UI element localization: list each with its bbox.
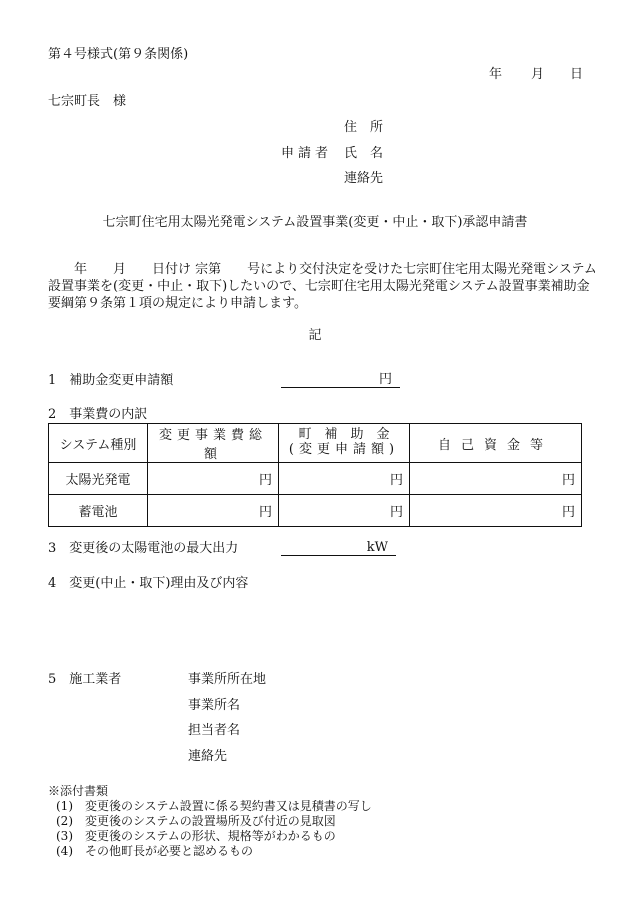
row-total-cell[interactable]: 円 [148, 463, 279, 495]
address-label: 住 所 [344, 120, 384, 135]
date-month-label: 月 [531, 67, 545, 82]
cost-breakdown-table [48, 423, 582, 527]
contractor-address-label: 事業所所在地 [188, 672, 267, 687]
attachment-item: (4) その他町長が必要と認めるもの [56, 844, 253, 858]
attachment-item: (1) 変更後のシステム設置に係る契約書又は見積書の写し [56, 799, 372, 813]
date-year-label: 年 [489, 67, 503, 82]
row-subsidy-cell[interactable]: 円 [279, 495, 410, 527]
table-row [49, 463, 582, 495]
header-subsidy-line2: (変更申請額) [288, 442, 400, 457]
contact-label: 連絡先 [344, 171, 384, 186]
header-total-cost: 変更事業費総額 [148, 424, 279, 463]
body-line-1: 年 月 日付け 宗第 号により交付決定を受けた七宗町住宅用太陽光発電システム [48, 262, 597, 277]
contractor-person-label: 担当者名 [188, 723, 241, 738]
item3-label: 3 変更後の太陽電池の最大出力 [48, 541, 239, 556]
table-row [49, 495, 582, 527]
addressee: 七宗町長 様 [48, 94, 127, 109]
header-town-subsidy [279, 424, 410, 463]
ki-label: 記 [308, 328, 322, 343]
item2-label: 2 事業費の内訳 [48, 407, 148, 422]
document-title: 七宗町住宅用太陽光発電システム設置事業(変更・中止・取下)承認申請書 [102, 215, 528, 230]
body-line-3: 要綱第９条第１項の規定により申請します。 [48, 296, 307, 311]
row-self-cell[interactable]: 円 [410, 463, 582, 495]
applicant-label: 申請者 [281, 146, 333, 161]
header-subsidy-line1: 町 補 助 金 [298, 427, 390, 443]
header-system-type: システム種別 [49, 424, 148, 463]
item1-label: 1 補助金変更申請額 [48, 373, 174, 388]
form-number: 第４号様式(第９条関係) [48, 47, 189, 62]
attachments-heading: ※添付書類 [48, 784, 109, 798]
body-line-2: 設置事業を(変更・中止・取下)したいので、七宗町住宅用太陽光発電システム設置事業補助金 [48, 279, 590, 294]
item4-label: 4 変更(中止・取下)理由及び内容 [48, 576, 249, 591]
attachment-item: (2) 変更後のシステムの設置場所及び付近の見取図 [56, 814, 336, 828]
row-system-type: 太陽光発電 [49, 463, 148, 495]
row-total-cell[interactable]: 円 [148, 495, 279, 527]
contractor-name-label: 事業所名 [188, 698, 241, 713]
attachment-item: (3) 変更後のシステムの形状、規格等がわかるもの [56, 829, 336, 843]
date-day-label: 日 [570, 67, 584, 82]
item3-output-field[interactable] [281, 539, 396, 556]
name-label: 氏 名 [344, 146, 384, 161]
header-self-funds: 自己資金等 [410, 424, 582, 463]
row-system-type: 蓄電池 [49, 495, 148, 527]
table-header-row [49, 424, 582, 463]
item1-amount-field[interactable] [281, 371, 400, 388]
item3-unit: kW [366, 540, 388, 555]
item1-unit: 円 [378, 372, 392, 387]
item5-label: 5 施工業者 [48, 672, 122, 687]
contractor-contact-label: 連絡先 [188, 749, 228, 764]
row-self-cell[interactable]: 円 [410, 495, 582, 527]
row-subsidy-cell[interactable]: 円 [279, 463, 410, 495]
